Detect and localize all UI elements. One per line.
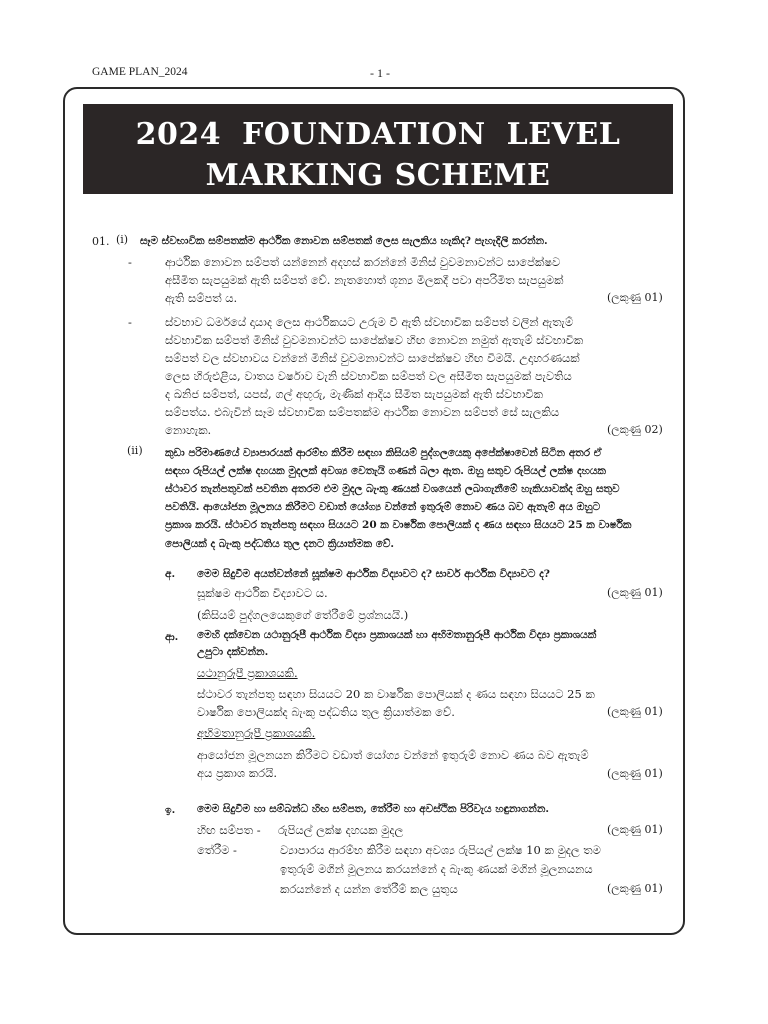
marks-label: (ලකුණු 01) bbox=[607, 705, 663, 718]
subq-a-note: (කිසියම් පුද්ගලයෙකුගේ තේරීමේ ප්‍රශ්නයයි.) bbox=[197, 608, 409, 622]
normative-heading: අභිමතානුරූපී ප්‍රකාශයකි. bbox=[197, 726, 316, 740]
marks-label: (ලකුණු 01) bbox=[607, 586, 663, 599]
answer-line: සම්පත් වල ස්වභාවය වන්නේ මිනිස් වුවමනාවන්ට සාපේක්ෂව හිඟ වීමයි. උදාහරණයක් bbox=[165, 351, 580, 365]
banner-title-line1: 2024 FOUNDATION LEVEL bbox=[135, 117, 621, 152]
part-ii-label: (ii) bbox=[127, 444, 143, 457]
subq-aa-label: ආ. bbox=[165, 631, 179, 643]
part-i-question: සෑම ස්වභාවික සම්පතක්ම ආර්ථික නොවන සම්පතක් ලෙස සැලකිය හැකිද? පැහැදිලි කරන්න. bbox=[140, 235, 548, 247]
subq-i-label: ඉ. bbox=[165, 804, 176, 816]
answer-line: ඇති සම්පත් ය. bbox=[165, 291, 238, 305]
marks-label: (ලකුණු 02) bbox=[607, 423, 663, 436]
subq-a-answer: සූක්ෂම ආර්ථික විද්‍යාවට ය. bbox=[197, 586, 328, 600]
passage-line: පවතියි. ආයෝජන මූලනය කිරීමට වඩාත් යෝග්‍ය වන්නේ ඉතුරුම් නොව ණය බව ඇතැම් අය ඔහුට bbox=[165, 501, 601, 513]
passage-line: කුඩා පරිමාණයේ ව්‍යාපාරයක් ආරම්භ කිරීම සඳහා කිසියම් පුද්ගලයෙකු අපේක්ෂාවෙන් සිටින අතර ඒ bbox=[165, 447, 602, 459]
answer-line: අසීමිත සැපයුමක් ඇති සම්පත් වේ. නැතහොත් ශූන්‍ය මිලකදී පවා අපරිමිත සැපයුමක් bbox=[165, 273, 564, 287]
banner-title-line2: MARKING SCHEME bbox=[205, 158, 551, 193]
answer-line: ද ඛනිජ සම්පත්, යපස්, ගල් අඟුරු, මැණික් ආදිය සීමිත සැපයුමක් ඇති ස්වභාවික bbox=[165, 387, 543, 401]
subq-aa-question: මෙහි දක්වෙන යථානුරූපී ආර්ථික විද්‍යා ප්‍රකාශයක් හා අභිමතානුරූපී ආර්ථික විද්‍යා ප්‍රකාශයක් bbox=[197, 629, 597, 641]
page-number: - 1 - bbox=[370, 66, 390, 80]
subq-a-label: අ. bbox=[165, 568, 176, 580]
choice-label: තේරීම - bbox=[197, 843, 237, 857]
passage-line: පොලියක් ද බැංකු පද්ධතිය තුල දනට ක්‍රියාත්මක වේ. bbox=[165, 538, 395, 550]
marks-label: (ලකුණු 01) bbox=[607, 291, 663, 304]
positive-line: වාර්ෂික පොලියක්ද බැංකු පද්ධතිය තුල ක්‍රියාත්මක වේ. bbox=[197, 705, 455, 719]
marks-label: (ලකුණු 01) bbox=[607, 767, 663, 780]
passage-line: ප්‍රකාශ කරයි. ස්ථාවර තැන්පතු සඳහා සියයට 20 ක වාර්ෂික පොලියක් ද ණය සඳහා සියයට 25 ක වාර්ෂික bbox=[165, 519, 632, 531]
choice-line: ව්‍යාපාරය ආරම්භ කිරීම සඳහා අවශ්‍ය රුපියල් ලක්ෂ 10 ක මුදල තම bbox=[280, 843, 601, 857]
positive-line: ස්ථාවර තැන්පතු සඳහා සියයට 20 ක වාර්ෂික පොලියක් ද ණය සඳහා සියයට 25 ක bbox=[197, 687, 595, 701]
scarce-resource-value: රුපියල් ලක්ෂ දහයක මුදල bbox=[278, 823, 404, 837]
answer-line: ලෙස හිරුඑළිය, වාතය වර්ෂාව වැනි ස්වභාවික සම්පත් වල අසීමිත සැපයුමක් පැවතිය bbox=[165, 369, 572, 383]
answer-line: ස්වභාවික සම්පත් මිනිස් වුවමනාවන්ට සාපේක්ෂව හිඟ නොවන නමුත් ඇතැම් ස්වභාවික bbox=[165, 333, 584, 347]
question-number: 01. bbox=[92, 235, 110, 248]
normative-line: ආයෝජන මූලනයන කිරීමට වඩාත් යෝග්‍ය වන්නේ ඉතුරුම් නොව ණය බව ඇතැම් bbox=[197, 748, 589, 762]
marks-label: (ලකුණු 01) bbox=[607, 882, 663, 895]
answer-bullet: - bbox=[128, 255, 132, 269]
choice-line: කරයන්නේ ද යන්න තේරීම් කල යුතුය bbox=[280, 882, 458, 896]
choice-line: ඉතුරුම් මගින් මූලනය කරයන්නේ ද බැංකු ණයක් මගින් මූලනයනය bbox=[280, 862, 593, 876]
answer-bullet: - bbox=[128, 315, 132, 329]
subq-i-question: මෙම සිදුවීම හා සම්බන්ධ හිඟ සම්පත, තේරීම හා අවස්ථික පිරිවැය හඳුනාගන්න. bbox=[197, 803, 550, 815]
passage-line: ස්ථාවර තැන්පතුවක් පවතින අතරම එම මුදල බැංකු ණයක් වශයෙන් ලබාගැනීමේ හැකියාවක්ද ඔහු සතුව bbox=[165, 483, 620, 495]
scarce-resource-label: හිඟ සම්පත - bbox=[197, 823, 261, 837]
answer-line: නොහැක. bbox=[165, 423, 212, 437]
passage-line: සඳහා රුපියල් ලක්ෂ දහයක මුදලක් අවශ්‍ය වෙතැයි ගණන් බලා ඇත. ඔහු සතුව රුපියල් ලක්ෂ දහයක bbox=[165, 465, 606, 477]
answer-line: සම්පත්ය. එබැවින් සෑම ස්වභාවික සම්පතක්ම ආර්ථික නොවන සම්පත් සේ සැලකිය bbox=[165, 405, 560, 419]
answer-line: ස්වභාව ධර්මයේ දායාද ලෙස ආර්ථිකයට උරුම වී ඇති ස්වභාවික සම්පත් වලින් ඇතැම් bbox=[165, 315, 574, 329]
subq-aa-question: උපුටා දක්වන්න. bbox=[197, 646, 269, 658]
header-doc-name: GAME PLAN_2024 bbox=[92, 66, 188, 78]
part-i-label: (i) bbox=[116, 233, 129, 246]
normative-line: අය ප්‍රකාශ කරයි. bbox=[197, 766, 278, 780]
title-banner bbox=[83, 104, 673, 194]
subq-a-question: මෙම සිදුවීම අයත්වන්නේ සූක්ෂම ආර්ථික විද්‍යාවට ද? සාර්ව ආර්ථික විද්‍යාවට ද? bbox=[197, 568, 550, 580]
marks-label: (ලකුණු 01) bbox=[607, 823, 663, 836]
answer-line: ආර්ථික නොවන සම්පත් යන්නෙන් අදහස් කරන්නේ මිනිස් වුවමනාවන්ට සාපේක්ෂව bbox=[165, 255, 561, 269]
positive-heading: යථානුරූපී ප්‍රකාශයකි. bbox=[197, 666, 298, 680]
